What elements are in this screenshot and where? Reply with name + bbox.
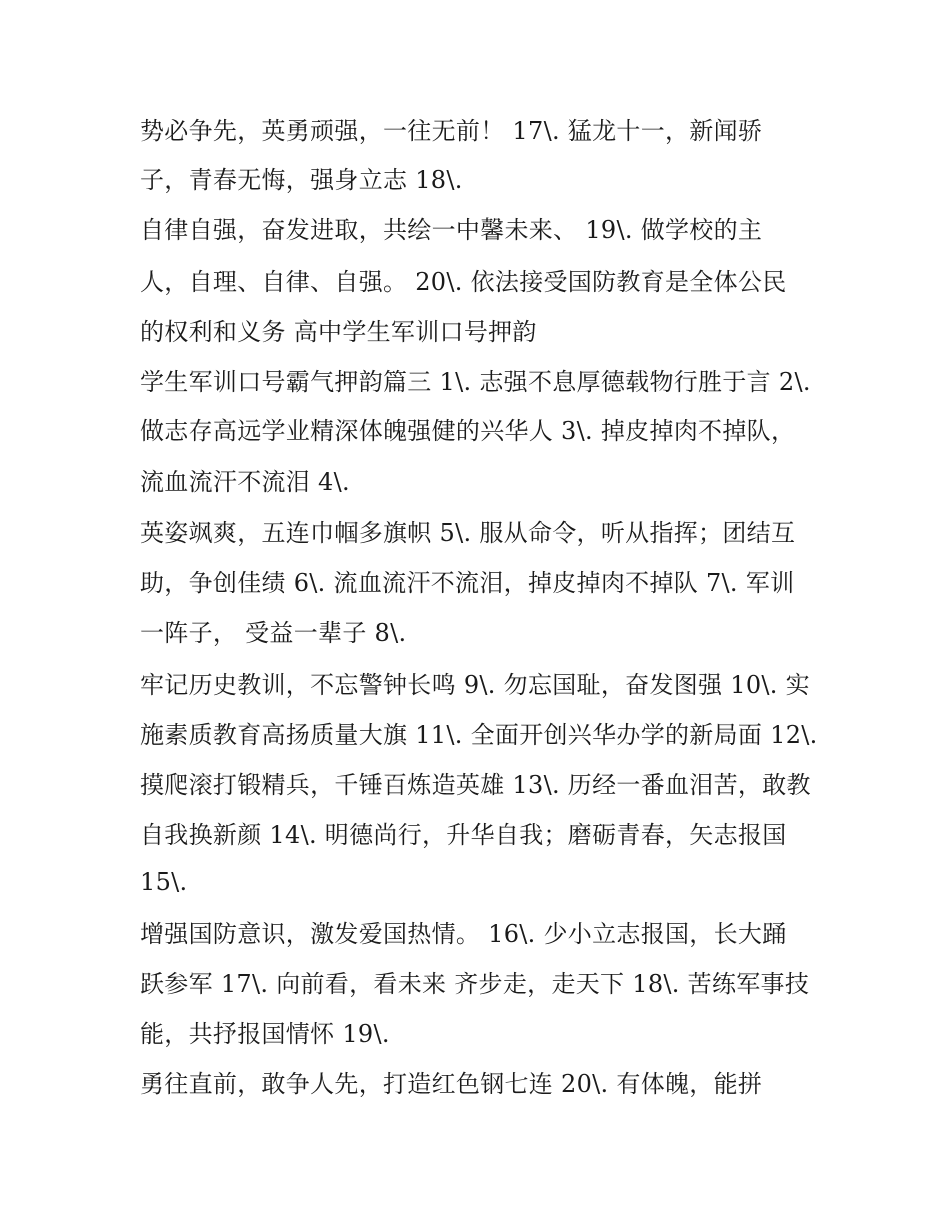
text-line: 15\.: [140, 868, 188, 896]
text-line: 跃参军 17\. 向前看，看未来 齐步走，走天下 18\. 苦练军事技: [140, 970, 810, 998]
text-line: 牢记历史教训，不忘警钟长鸣 9\. 勿忘国耻，奋发图强 10\. 实: [140, 671, 810, 699]
text-line: 学生军训口号霸气押韵篇三 1\. 志强不息厚德载物行胜于言 2\.: [140, 368, 811, 396]
text-line: 能，共抒报国情怀 19\.: [140, 1020, 390, 1048]
text-line: 英姿飒爽，五连巾帼多旗帜 5\. 服从命令，听从指挥；团结互: [140, 519, 796, 547]
text-line: 施素质教育高扬质量大旗 11\. 全面开创兴华办学的新局面 12\.: [140, 721, 818, 749]
text-line: 勇往直前，敢争人先，打造红色钢七连 20\. 有体魄，能拼: [140, 1070, 763, 1098]
text-line: 子，青春无悔，强身立志 18\.: [140, 166, 463, 194]
text-line: 的权利和义务 高中学生军训口号押韵: [140, 318, 537, 346]
text-line: 摸爬滚打锻精兵，千锤百炼造英雄 13\. 历经一番血泪苦，敢教: [140, 771, 811, 799]
text-line: 增强国防意识，激发爱国热情。 16\. 少小立志报国，长大踊: [140, 920, 787, 948]
text-line: 做志存高远学业精深体魄强健的兴华人 3\. 掉皮掉肉不掉队，: [140, 417, 796, 445]
text-line: 一阵子， 受益一辈子 8\.: [140, 619, 407, 647]
text-line: 势必争先，英勇顽强，一往无前！ 17\. 猛龙十一，新闻骄: [140, 117, 763, 145]
text-line: 流血流汗不流泪 4\.: [140, 468, 350, 496]
text-line: 自我换新颜 14\. 明德尚行，升华自我；磨砺青春，矢志报国: [140, 821, 787, 849]
text-line: 助，争创佳绩 6\. 流血流汗不流泪，掉皮掉肉不掉队 7\. 军训: [140, 569, 795, 597]
text-line: 人，自理、自律、自强。 20\. 依法接受国防教育是全体公民: [140, 268, 787, 296]
text-line: 自律自强，奋发进取，共绘一中馨未来、 19\. 做学校的主: [140, 216, 763, 244]
